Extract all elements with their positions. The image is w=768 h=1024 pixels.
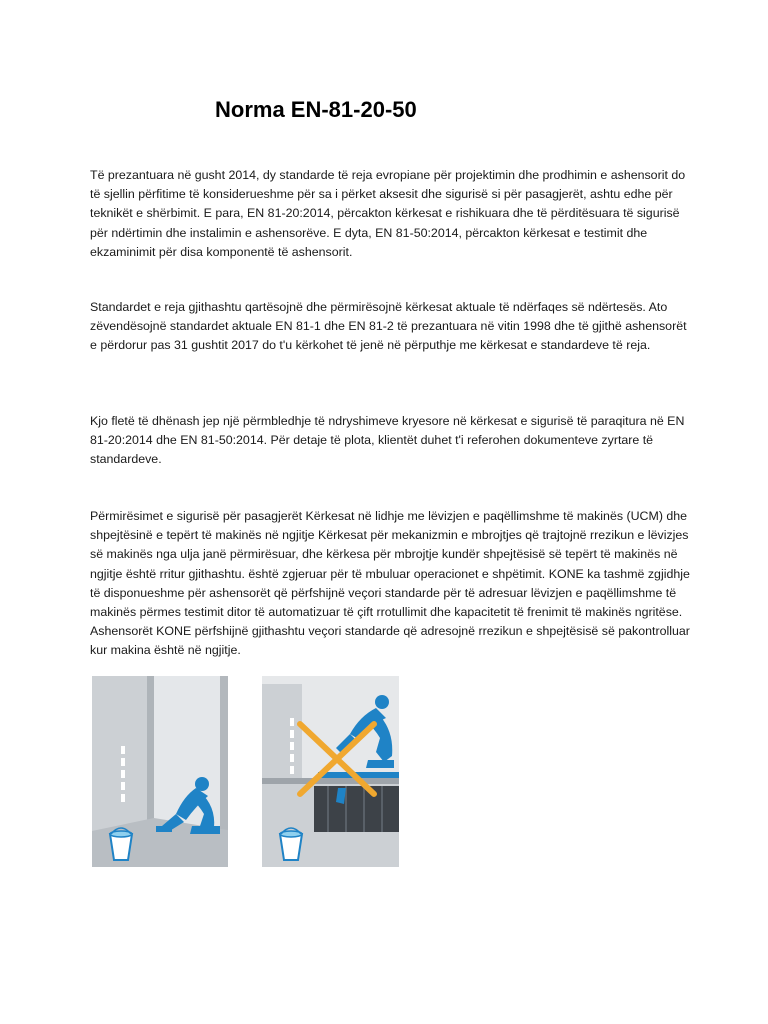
worker-cleaning-floor-icon [92, 676, 228, 867]
worker-on-car-roof-crossed-icon [262, 676, 399, 867]
paragraph-standards: Standardet e reja gjithashtu qartësojnë dhe përmirësojnë kërkesat aktuale të ndërfaqes së ndërtesës. Ato zëvendësojnë standardet aktuale EN 81-1 dhe EN 81-2 të prezantuara në vitin 1998 dhe të gjithë ashensorët e përdorur pas 31 gushtit 2017 do t'u kërkohet të jenë në përputhje me kërkesat e standardeve të reja. [90, 300, 687, 353]
paragraph-intro: Të prezantuara në gusht 2014, dy standarde të reja evropiane për projektimin dhe prodhimin e ashensorit do të sjellin përfitime të konsiderueshme për sa i përket aksesit dhe sigurisë si për pasagjerët, ashtu edhe për teknikët e shërbimit. E para, EN 81-20:2014, përcakton kërkesat e rishikuara dhe të përditësuara të sigurisë për ndërtimin dhe instalimin e ashensorëve. E dyta, EN 81-50:2014, përcakton kërkesat e testimit dhe ekzaminimit për disa komponentë të ashensorit. [90, 168, 686, 259]
worker-cleaning-floor-illustration [92, 676, 228, 867]
paragraph-passenger-safety: Përmirësimet e sigurisë për pasagjerët Kërkesat në lidhje me lëvizjen e paqëllimshme të makinës (UCM) dhe shpejtësinë e tepërt të makinës në ngjitje Kërkesat për mekanizmin e mbrojtjes që trajtojnë rrezikun e lëvizjes së makinës nga ulja janë përmirësuar, dhe kërkesa për mbrojtje kundër shpejtësisë së tepërt të makinës në ngjitje është rritur gjithashtu. është zgjeruar për të mbuluar operacionet e shpëtimit. KONE ka tashmë zgjidhje të disponueshme për ashensorët që përfshijnë veçori standarde për të adresuar lëvizjen e paqëllimshme të makinës përmes testimit ditor të automatizuar të çift rrotullimit dhe kapacitetit të frenimit të makinës ngritëse. Ashensorët KONE përfshijnë gjithashtu veçori standarde që adresojnë rrezikun e shpejtësisë së pakontrolluar kur makina është në ngjitje. [90, 509, 690, 658]
document-title: Norma EN-81-20-50 [215, 97, 417, 122]
worker-on-car-roof-illustration [262, 676, 399, 867]
paragraph-summary: Kjo fletë të dhënash jep një përmbledhje të ndryshimeve kryesore në kërkesat e sigurisë të paraqitura në EN 81-20:2014 dhe EN 81-50:2014. Për detaje të plota, klientët duhet t'i referohen dokumenteve zyrtare të standardeve. [90, 414, 685, 467]
